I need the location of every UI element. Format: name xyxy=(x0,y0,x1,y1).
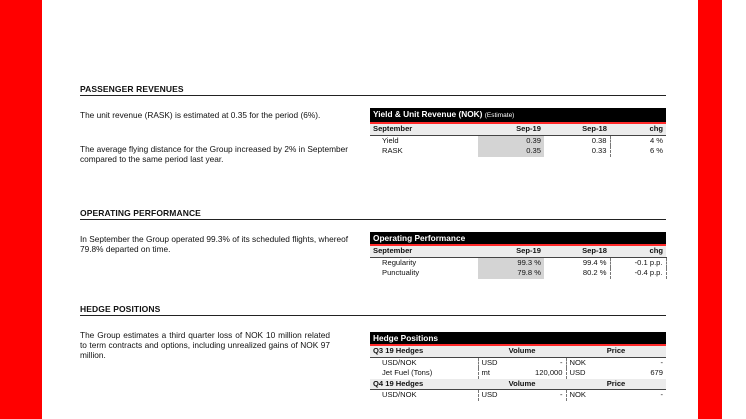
passenger-revenues-heading: PASSENGER REVENUES xyxy=(80,84,666,96)
hedge-positions-heading: HEDGE POSITIONS xyxy=(80,304,666,316)
operating-table-title: Operating Performance xyxy=(370,232,666,245)
cell-unit: USD xyxy=(478,357,508,368)
hedge-paragraph-1: The Group estimates a third quarter loss of NOK 10 million related to term contracts and options, including unrealized gains of NOK 97 million. xyxy=(80,330,330,360)
cell-value: 79.8 % xyxy=(478,268,544,279)
cell-value: 0.38 xyxy=(591,135,607,145)
cell-unit: USD xyxy=(478,390,508,401)
cell-value: 80.2 % xyxy=(582,268,607,277)
cell-value: 0.33 xyxy=(591,146,607,155)
col-header: Sep-19 xyxy=(478,245,544,257)
hedge-table-title: Hedge Positions xyxy=(370,332,666,345)
table-title-row xyxy=(370,332,666,345)
table-row xyxy=(370,357,666,368)
col-header: Sep-19 xyxy=(478,123,544,135)
row-label: Regularity xyxy=(382,257,417,267)
passenger-paragraph-2: The average flying distance for the Group increased by 2% in September compared to the same period last year. xyxy=(80,144,348,164)
yield-table-title: Yield & Unit Revenue (NOK) xyxy=(373,109,483,119)
cell-value: 6 % xyxy=(610,146,666,157)
col-header: September xyxy=(370,123,478,135)
cell-unit: NOK xyxy=(566,390,602,401)
cell-value: - xyxy=(559,390,563,399)
row-label: RASK xyxy=(382,146,403,155)
right-red-margin-bar xyxy=(698,0,722,419)
row-label: USD/NOK xyxy=(382,390,417,399)
table-header-row xyxy=(370,245,666,257)
table-row xyxy=(370,257,666,268)
table-title-row xyxy=(370,108,666,123)
row-label: Jet Fuel (Tons) xyxy=(382,368,433,377)
cell-value: - xyxy=(660,357,663,367)
cell-value: 4 % xyxy=(610,135,666,146)
left-red-margin-bar xyxy=(0,0,42,419)
table-header-row xyxy=(370,123,666,135)
col-header: Q3 19 Hedges xyxy=(370,345,478,357)
col-header: Sep-18 xyxy=(544,245,610,257)
table-row xyxy=(370,390,666,401)
cell-value: - xyxy=(660,390,663,399)
cell-unit: USD xyxy=(566,368,602,379)
table-row xyxy=(370,368,666,379)
cell-value: -0.4 p.p. xyxy=(610,268,666,279)
operating-paragraph-1: In September the Group operated 99.3% of its scheduled flights, whereof 79.8% departed on time. xyxy=(80,234,348,254)
table-row xyxy=(370,268,666,279)
cell-unit: NOK xyxy=(566,357,602,368)
col-header: Sep-18 xyxy=(544,123,610,135)
cell-value: 0.35 xyxy=(478,146,544,157)
operating-performance-table xyxy=(370,232,667,279)
col-header: Volume xyxy=(478,379,566,390)
passenger-paragraph-1: The unit revenue (RASK) is estimated at 0.35 for the period (6%). xyxy=(80,110,321,120)
col-header: Q4 19 Hedges xyxy=(370,379,478,390)
row-label: USD/NOK xyxy=(382,357,417,367)
cell-value: 679 xyxy=(650,368,663,377)
operating-performance-heading: OPERATING PERFORMANCE xyxy=(80,208,666,220)
row-label: Yield xyxy=(382,135,399,145)
col-header: chg xyxy=(610,245,666,257)
col-header: Price xyxy=(566,345,666,357)
cell-value: 0.39 xyxy=(478,135,544,146)
table-header-row xyxy=(370,345,666,357)
cell-value: - xyxy=(559,357,563,367)
col-header: Volume xyxy=(478,345,566,357)
yield-unit-revenue-table xyxy=(370,108,666,157)
cell-value: 120,000 xyxy=(535,368,563,377)
cell-value: -0.1 p.p. xyxy=(610,257,666,268)
col-header: Price xyxy=(566,379,666,390)
cell-unit: mt xyxy=(478,368,508,379)
table-header-row xyxy=(370,379,666,390)
table-row xyxy=(370,146,666,157)
row-label: Punctuality xyxy=(382,268,420,277)
table-row xyxy=(370,135,666,146)
table-title-row xyxy=(370,232,666,245)
cell-value: 99.3 % xyxy=(478,257,544,268)
yield-table-note: (Estimate) xyxy=(484,112,515,119)
hedge-positions-table xyxy=(370,332,666,401)
col-header: chg xyxy=(610,123,666,135)
cell-value: 99.4 % xyxy=(582,257,607,267)
col-header: September xyxy=(370,245,478,257)
